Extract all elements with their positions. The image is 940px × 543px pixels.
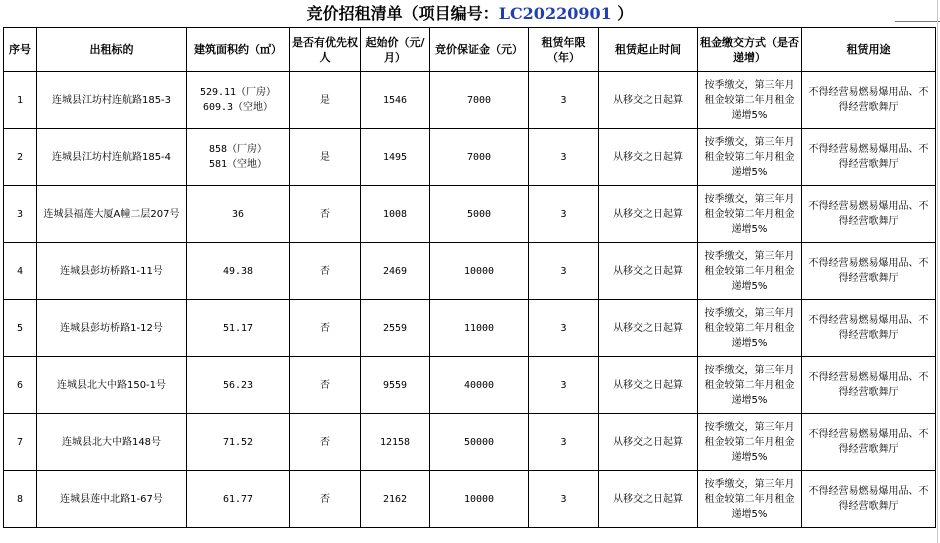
row-area xyxy=(187,471,290,528)
row-property: 连城县江坊村连航路185-3 xyxy=(37,72,187,129)
header-deposit: 竞价保证金（元） xyxy=(430,28,529,72)
row-area xyxy=(187,243,290,300)
row-term: 3 xyxy=(529,186,599,243)
row-payment: 按季缴交，第三年月租金较第二年月租金递增5% xyxy=(698,186,802,243)
row-payment: 按季缴交，第三年月租金较第二年月租金递增5% xyxy=(698,129,802,186)
table-row xyxy=(4,471,936,528)
row-term: 3 xyxy=(529,129,599,186)
table-row xyxy=(4,129,936,186)
row-price: 2469 xyxy=(361,243,430,300)
row-area-line: 56.23 xyxy=(222,379,254,391)
row-priority: 否 xyxy=(290,414,361,471)
table-row xyxy=(4,414,936,471)
row-start: 从移交之日起算 xyxy=(599,471,698,528)
row-area-line: 36 xyxy=(231,208,245,220)
row-start: 从移交之日起算 xyxy=(599,186,698,243)
row-index: 7 xyxy=(4,414,37,471)
row-area-line: 51.17 xyxy=(222,322,254,334)
row-use: 不得经营易燃易爆用品、不得经营歌舞厅 xyxy=(802,471,936,528)
row-property: 连城县江坊村连航路185-4 xyxy=(37,129,187,186)
top-rule xyxy=(895,21,940,22)
row-index: 5 xyxy=(4,300,37,357)
row-deposit: 50000 xyxy=(430,414,529,471)
row-term: 3 xyxy=(529,414,599,471)
row-area-line: 858（厂房） xyxy=(208,144,268,155)
row-term: 3 xyxy=(529,243,599,300)
row-priority: 否 xyxy=(290,357,361,414)
row-price: 12158 xyxy=(361,414,430,471)
title-end: ） xyxy=(611,4,634,23)
row-property: 连城县北大中路150-1号 xyxy=(37,357,187,414)
row-price: 2559 xyxy=(361,300,430,357)
row-price: 9559 xyxy=(361,357,430,414)
row-payment: 按季缴交，第三年月租金较第二年月租金递增5% xyxy=(698,243,802,300)
row-start: 从移交之日起算 xyxy=(599,243,698,300)
row-term: 3 xyxy=(529,72,599,129)
header-term: 租赁年限（年） xyxy=(529,28,599,72)
row-property: 连城县莲中北路1-67号 xyxy=(37,471,187,528)
row-index: 6 xyxy=(4,357,37,414)
row-term: 3 xyxy=(529,300,599,357)
row-use: 不得经营易燃易爆用品、不得经营歌舞厅 xyxy=(802,414,936,471)
row-property: 连城县福莲大厦A幢二层207号 xyxy=(37,186,187,243)
table-row xyxy=(4,300,936,357)
row-payment: 按季缴交，第三年月租金较第二年月租金递增5% xyxy=(698,300,802,357)
row-area-line: 609.3（空地） xyxy=(202,102,274,113)
row-deposit: 5000 xyxy=(430,186,529,243)
row-start: 从移交之日起算 xyxy=(599,72,698,129)
row-priority: 否 xyxy=(290,186,361,243)
row-area xyxy=(187,186,290,243)
row-index: 2 xyxy=(4,129,37,186)
row-area xyxy=(187,357,290,414)
header-property: 出租标的 xyxy=(37,28,187,72)
header-start-price: 起始价（元/月） xyxy=(361,28,430,72)
edge-rule xyxy=(937,0,938,543)
row-use: 不得经营易燃易爆用品、不得经营歌舞厅 xyxy=(802,72,936,129)
page-title xyxy=(0,2,940,26)
row-start: 从移交之日起算 xyxy=(599,300,698,357)
header-area: 建筑面积约（㎡） xyxy=(187,28,290,72)
header-payment: 租金缴交方式（是否递增） xyxy=(698,28,802,72)
table-row xyxy=(4,357,936,414)
row-price: 1495 xyxy=(361,129,430,186)
row-area xyxy=(187,300,290,357)
row-index: 3 xyxy=(4,186,37,243)
header-index: 序号 xyxy=(4,28,37,72)
row-property: 连城县彭坊桥路1-11号 xyxy=(37,243,187,300)
row-start: 从移交之日起算 xyxy=(599,357,698,414)
row-deposit: 11000 xyxy=(430,300,529,357)
table-row xyxy=(4,72,936,129)
row-price: 1008 xyxy=(361,186,430,243)
row-priority: 是 xyxy=(290,72,361,129)
row-start: 从移交之日起算 xyxy=(599,414,698,471)
row-deposit: 7000 xyxy=(430,72,529,129)
row-property: 连城县北大中路148号 xyxy=(37,414,187,471)
row-deposit: 10000 xyxy=(430,471,529,528)
row-area-line: 49.38 xyxy=(222,265,254,277)
row-deposit: 40000 xyxy=(430,357,529,414)
table-row xyxy=(4,186,936,243)
header-use: 租赁用途 xyxy=(802,28,936,72)
row-index: 4 xyxy=(4,243,37,300)
row-area xyxy=(187,129,290,186)
project-code: LC20220901 xyxy=(498,4,612,23)
row-use: 不得经营易燃易爆用品、不得经营歌舞厅 xyxy=(802,243,936,300)
row-term: 3 xyxy=(529,471,599,528)
table-row xyxy=(4,243,936,300)
rental-list-table xyxy=(3,27,936,528)
row-use: 不得经营易燃易爆用品、不得经营歌舞厅 xyxy=(802,300,936,357)
row-payment: 按季缴交，第三年月租金较第二年月租金递增5% xyxy=(698,414,802,471)
row-use: 不得经营易燃易爆用品、不得经营歌舞厅 xyxy=(802,186,936,243)
row-term: 3 xyxy=(529,357,599,414)
row-index: 8 xyxy=(4,471,37,528)
row-use: 不得经营易燃易爆用品、不得经营歌舞厅 xyxy=(802,129,936,186)
header-start: 租赁起止时间 xyxy=(599,28,698,72)
row-priority: 是 xyxy=(290,129,361,186)
row-price: 2162 xyxy=(361,471,430,528)
row-deposit: 10000 xyxy=(430,243,529,300)
row-property: 连城县彭坊桥路1-12号 xyxy=(37,300,187,357)
row-payment: 按季缴交，第三年月租金较第二年月租金递增5% xyxy=(698,471,802,528)
row-deposit: 7000 xyxy=(430,129,529,186)
row-area xyxy=(187,414,290,471)
row-use: 不得经营易燃易爆用品、不得经营歌舞厅 xyxy=(802,357,936,414)
row-area-line: 529.11（厂房） xyxy=(199,87,277,98)
row-index: 1 xyxy=(4,72,37,129)
row-area-line: 71.52 xyxy=(222,436,254,448)
row-area-line: 581（空地） xyxy=(208,159,268,170)
header-row xyxy=(4,28,936,72)
row-priority: 否 xyxy=(290,300,361,357)
row-area xyxy=(187,72,290,129)
row-price: 1546 xyxy=(361,72,430,129)
row-start: 从移交之日起算 xyxy=(599,129,698,186)
row-payment: 按季缴交，第三年月租金较第二年月租金递增5% xyxy=(698,357,802,414)
row-priority: 否 xyxy=(290,243,361,300)
row-priority: 否 xyxy=(290,471,361,528)
title-text: 竞价招租清单（项目编号： xyxy=(306,4,499,23)
row-payment: 按季缴交，第三年月租金较第二年月租金递增5% xyxy=(698,72,802,129)
row-area-line: 61.77 xyxy=(222,493,254,505)
header-priority: 是否有优先权人 xyxy=(290,28,361,72)
